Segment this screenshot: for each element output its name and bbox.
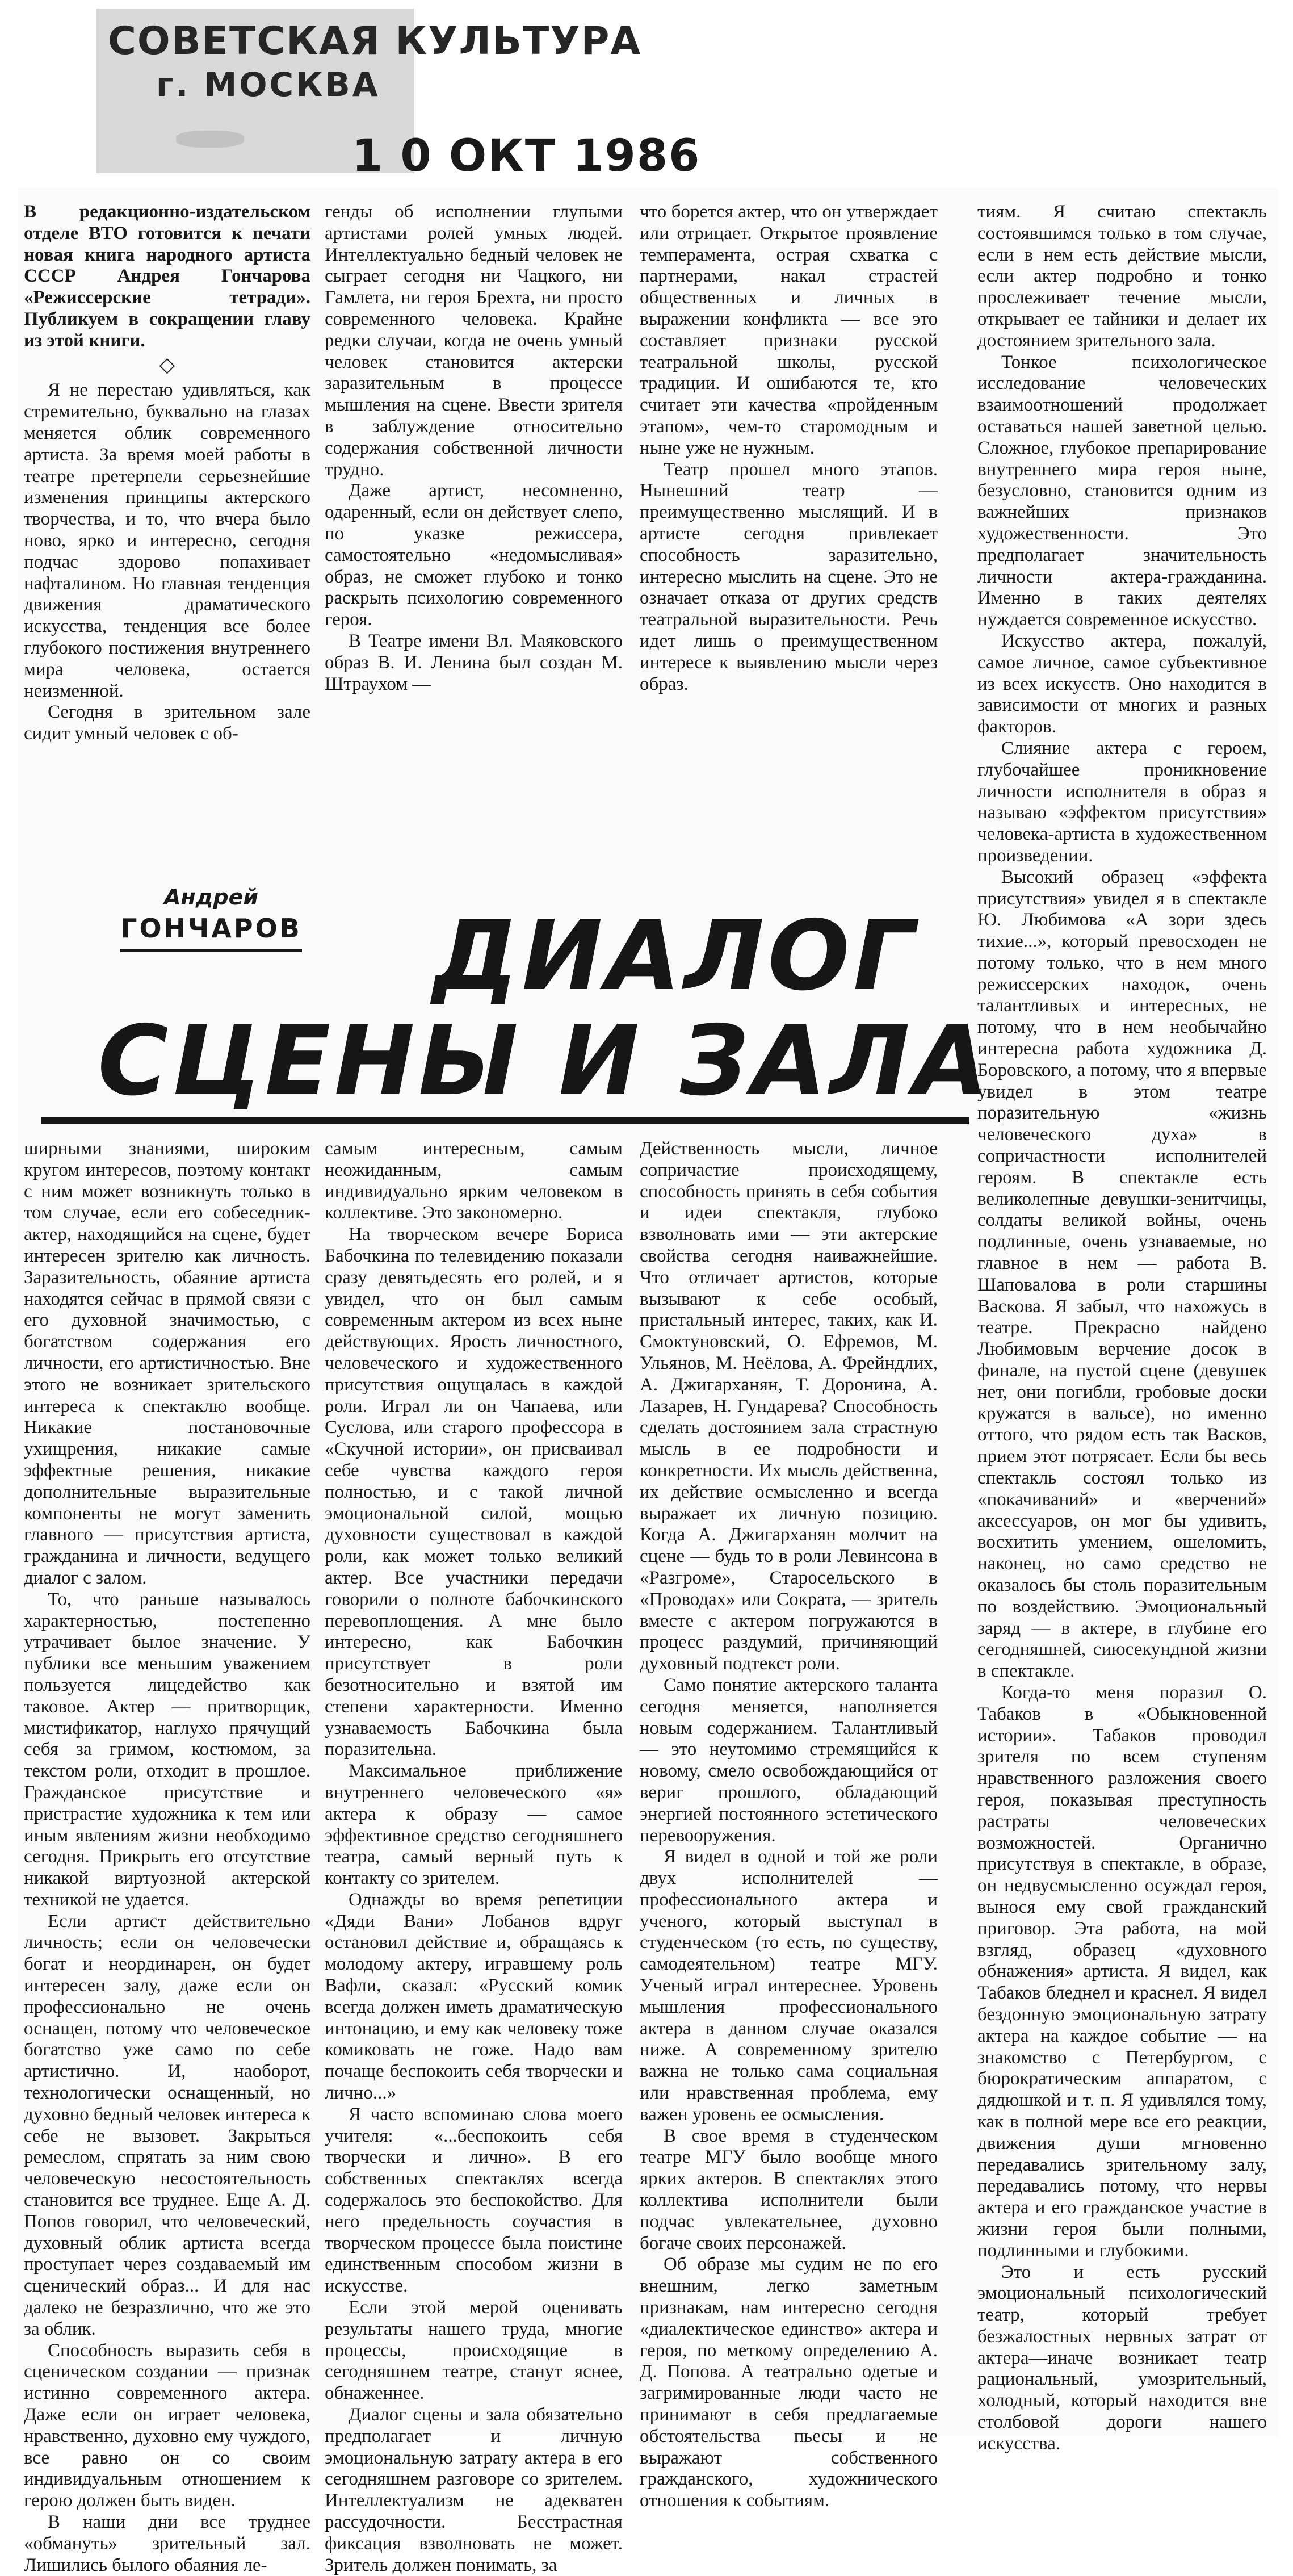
ornament: ◇ (159, 353, 175, 376)
paragraph: На творческом вечере Бориса Бабочкина по телевидению показали сразу девятьдесять его ролей, и я увидел, что он был самым современным актером из всех ныне действующих. Ярость личностного, человеческого и художественного присутствия ощущалась в каждой роли. Играл ли он Чапаева, или Суслова, или старого профессора в «Скучной истории», он присваивал себе чувства каждого героя полностью, и с такой личной эмоциональной силой, мощью духовности существовал в каждой роли, как может только великий актер. Все участники передачи говорили о полноте бабочкинского перевоплощения. А мне было интересно, как Бабочкин присутствует в роли безотносительно и взятой им степени характерности. Именно узнаваемость Бабочкина была поразительна. (325, 1224, 623, 1760)
paragraph: То, что раньше называлось характерностью, постепенно утрачивает былое значение. У публики все меньшим уважением пользуется лицедейство как таковое. Актер — притворщик, мистификатор, наглухо прячущий себя за гримом, костюмом, за текстом роли, отходит в прошлое. Гражданское присутствие и пристрастие художника к тем или иным явлениям жизни необходимо сегодня. Прикрыть его отсутствие никакой виртуозной актерской техникой не удается. (24, 1589, 310, 1910)
column-top-2 (325, 202, 623, 730)
paragraph: самым интересным, самым неожиданным, самым индивидуально ярким человеком в коллективе. Это закономерно. (325, 1138, 623, 1224)
paragraph: генды об исполнении глупыми артистами ролей умных людей. Интеллектуально бедный человек не сыграет сегодня ни Чацкого, ни Гамлета, ни героя Брехта, ни просто современного человека. Крайне редки случаи, когда не очень умный человек становится актерски заразительным в процессе мышления на сцене. Ввести зрителя в заблуждение относительно содержания собственной личности трудно. (325, 202, 623, 480)
paragraph: Сегодня в зрительном зале сидит умный человек с об- (24, 702, 310, 744)
headline-rule (41, 1117, 969, 1124)
headline-line-2: СЦЕНЫ И ЗАЛА (98, 1005, 992, 1117)
paragraph: Искусство актера, пожалуй, самое личное, самое субъективное из всех искусств. Оно находится в зависимости от многих и разных факторов. (977, 630, 1267, 738)
stamp-date: 1 0 ОКТ 1986 (352, 131, 701, 182)
author-last-name: ГОНЧАРОВ (120, 913, 302, 944)
paragraph: Тонкое психологическое исследование человеческих взаимоотношений продолжает оставаться нашей заветной целью. Сложное, глубокое препарирование внутреннего мира героя ныне, безусловно, становится одним из важнейших признаков художественности. Это предполагает значительность личности актера-гражданина. Именно в таких деятелях нуждается современное искусство. (977, 351, 1267, 630)
column-right (977, 202, 1267, 2454)
paragraph: Когда-то меня поразил О. Табаков в «Обыкновенной истории». Табаков проводил зрителя по всем ступеням нравственного разложения своего героя, показывая преступность растраты человеческих возможностей. Органично присутствуя в спектакле, в образе, он недвусмысленно осуждал героя, вынося ему свой гражданский приговор. Эта работа, на мой взгляд, образец «духовного обнажения» артиста. Я видел, как Табаков бледнел и краснел. Я видел бездонную эмоциональную затрату актера на каждое событие — на знакомство с Петербургом, с бюрократическим аппаратом, с дядюшкой и т. п. Я удивлялся тому, как в полной мере все его реакции, движения души мгновенно передавались зрительному залу, передавались потому, что нервы актера и его гражданское участие в жизни героя были полными, подлинными и глубокими. (977, 1682, 1267, 2261)
column-bottom-1 (24, 1138, 310, 2575)
paragraph: Если артист действительно личность; если он человечески богат и неординарен, он будет интересен залу, даже если он профессионально не очень оснащен, потому что человеческое богатство уже само по себе артистично. И, наоборот, технологически оснащенный, но духовно бедный человек интереса к себе не вызовет. Закрыться ремеслом, спрятать за ним свою человеческую несостоятельность становится все труднее. Еще А. Д. Попов говорил, что человеческий, духовный облик артиста всегда проступает через создаваемый им сценический образ... И для нас далеко не безразлично, что же это за облик. (24, 1911, 310, 2339)
paragraph: Однажды во время репетиции «Дяди Вани» Лобанов вдруг остановил действие и, обращаясь к молодому актеру, игравшему роль Вафли, сказал: «Русский комик всегда должен иметь драматическую интонацию, и ему как человеку тоже комиковать не гоже. Надо вам почаще беспокоить себя творчески и лично...» (325, 1889, 623, 2104)
paragraph: Слияние актера с героем, глубочайшее проникновение личности исполнителя в образ я называю «эффектом присутствия» человека-артиста в художественном произведении. (977, 738, 1267, 866)
column-top-1 (24, 202, 310, 744)
paragraph: ширными знаниями, широким кругом интересов, поэтому контакт с ним может возникнуть только в том случае, если его собеседник-актер, находящийся на сцене, будет интересен зрителю как личность. Заразительность, обаяние артиста находятся сейчас в прямой связи с его духовной значимостью, с богатством содержания его личности, его артистичностью. Вне этого не возникает зрительского интереса к спектаклю вообще. Никакие постановочные ухищрения, никакие самые эффектные решения, никакие дополнительные выразительные компоненты не могут заменить главного — присутствия артиста, гражданина и личности, ведущего диалог с залом. (24, 1138, 310, 1588)
paragraph: Я не перестаю удивляться, как стремительно, буквально на глазах меняется облик современного артиста. За время моей работы в театре претерпели серьезнейшие изменения принципы актерского творчества, и то, что вчера было ново, ярко и интересно, сегодня подчас здорово попахивает нафталином. Но главная тенденция движения драматического искусства, тенденция все более глубокого постижения внутреннего мира человека, остается неизменной. (24, 380, 310, 701)
paragraph: Высокий образец «эффекта присутствия» увидел я в спектакле Ю. Любимова «А зори здесь тихие...», который превосходен не потому только, что в нем много режиссерских находок, очень талантливых и интересных, не потому, что в нем необычайно интересна работа художника Д. Боровского, а потому, что я впервые увидел в этом театре поразительную «жизнь человеческого духа» в сопричастности исполнителей героям. В спектакле есть великолепные девушки-зенитчицы, солдаты великой войны, очень подлинные, очень узнаваемые, но главное в нем — работа В. Шаповалова в роли старшины Васкова. Я забыл, что нахожусь в театре. Прекрасно найдено Любимовым верчение досок в финале, на пустой сцене (девушек нет, они погибли, гробовые доски кружатся в вальсе), но именно оттого, что рядом есть так Васков, прием этот потрясает. Если бы весь спектакль состоял только из «покачиваний» и «верчений» аксессуаров, он мог бы удивить, восхитить умением, ошеломить, наконец, но само средство не оказалось бы столь поразительным по воздействию. Эмоциональный заряд — в актере, в глубине его сегодняшней, сиюсекундной жизни в спектакле. (977, 866, 1267, 1682)
headline-line-1: ДИАЛОГ (433, 900, 918, 1012)
paragraph: Способность выразить себя в сценическом создании — признак истинно современного актера. Даже если он играет человека, нравственно, духовно ему чуждого, все равно он со своим индивидуальным отношением к герою должен быть виден. (24, 2340, 310, 2511)
stamp-smudge (176, 131, 244, 148)
author-underline (120, 949, 302, 952)
paragraph: Само понятие актерского таланта сегодня меняется, наполняется новым содержанием. Талантливый — это неутомимо стремящийся к новому, смело освобождающийся от вериг прошлого, обладающий энергией постоянного эстетического перевооружения. (640, 1674, 938, 1846)
stamp-newspaper-name: СОВЕТСКАЯ КУЛЬТУРА (108, 19, 642, 64)
paragraph: В Театре имени Вл. Маяковского образ В. И. Ленина был создан М. Штраухом — (325, 630, 623, 694)
newspaper-clipping (18, 187, 1278, 2575)
paragraph: Максимальное приближение внутреннего человеческого «я» актера к образу — самое эффективное средство сегодняшнего театра, самый верный путь к контакту со зрителем. (325, 1761, 623, 1889)
paragraph: что борется актер, что он утверждает или отрицает. Открытое проявление темперамента, острая схватка с партнерами, накал страстей общественных и личных в выражении конфликта — все это составляет признаки русской театральной школы, русской традиции. И ошибаются те, кто считает эти качества «пройденным этапом», чем-то старомодным и ныне уже не нужным. (640, 202, 938, 458)
paragraph: Это и есть русский эмоциональный психологический театр, который требует безжалостных нервных затрат от актера—иначе возникает театр рациональный, умозрительный, холодный, который находится вне столбовой дороги нашего искусства. (977, 2261, 1267, 2454)
column-top-3 (640, 202, 938, 730)
author-first-name: Андрей (164, 885, 258, 910)
stamp-city: г. МОСКВА (156, 65, 380, 104)
column-bottom-2 (325, 1138, 623, 2575)
paragraph: В свое время в студенческом театре МГУ было вообще много ярких актеров. В спектаклях этого коллектива исполнители были подчас увлекательнее, духовно богаче своих персонажей. (640, 2125, 938, 2254)
paragraph: Даже артист, несомненно, одаренный, если он действует слепо, по указке режиссера, самостоятельно «недомысливая» образ, не сможет глубоко и тонко раскрыть психологию современного героя. (325, 480, 623, 630)
paragraph: Действенность мысли, личное сопричастие происходящему, способность принять в себя события и идеи спектакля, глубоко взволновать ими — эти актерские свойства сегодня наиважнейшие. Что отличает артистов, которые вызывают к себе особый, пристальный интерес, таких, как И. Смоктуновский, О. Ефремов, М. Ульянов, М. Неёлова, А. Фрейндлих, А. Джигарханян, Т. Доронина, А. Лазарев, Н. Гундарева? Способность сделать достоянием зала страстную мысль в ее подробности и конкретности. Их мысль действенна, их действие осмысленно и всегда выражает их личную позицию. Когда А. Джигарханян молчит на сцене — будь то в роли Левинсона в «Разгроме», Старосельского в «Проводах» или Сократа, — зритель вместе с актером погружаются в процесс раздумий, причиняющий духовный подтекст роли. (640, 1138, 938, 1674)
paragraph: Театр прошел много этапов. Нынешний театр — преимущественно мыслящий. И в артисте сегодня привлекает способность заразительно, интересно мыслить на сцене. Это не означает отказа от других средств театральной выразительности. Речь идет лишь о преимущественном интересе к выявлению мысли через образ. (640, 459, 938, 694)
intro-paragraph: В редакционно-издательском отделе ВТО готовится к печати новая книга народного артиста СССР Андрея Гончарова «Режиссерские тетради». Публикуем в сокращении главу из этой книги. (24, 202, 310, 351)
paragraph: Я часто вспоминаю слова моего учителя: «...беспокоить себя творчески и лично». В его собственных спектаклях всегда содержалось это беспокойство. Для него предельность соучастия в творческом процессе была поистине единственным способом жизни в искусстве. (325, 2104, 623, 2297)
paragraph: тиям. Я считаю спектакль состоявшимся только в том случае, если в нем есть действие мысли, если актер подробно и тонко прослеживает течение мысли, открывает ее тайники и делает их достоянием зрительного зала. (977, 202, 1267, 351)
paragraph: Диалог сцены и зала обязательно предполагает и личную эмоциональную затрату актера в его сегодняшнем разговоре со зрителем. Интеллектуализм не адекватен рассудочности. Бесстрастная фиксация взволновать не может. Зритель должен понимать, за (325, 2405, 623, 2575)
paragraph: Об образе мы судим не по его внешним, легко заметным признакам, нам интересно сегодня «диалектическое единство» актера и героя, по меткому определению А. Д. Попова. А театрально одетые и загримированные люди часто не принимают в себя предлагаемые обстоятельства пьесы и не выражают собственного гражданского, художнического отношения к событиям. (640, 2254, 938, 2511)
paragraph: Я видел в одной и той же роли двух исполнителей — профессионального актера и ученого, который выступал в студенческом (то есть, по существу, самодеятельном) театре МГУ. Ученый играл интереснее. Уровень мышления профессионального актера в данном случае оказался ниже. А современному зрителю важна не только сама социальная или нравственная проблема, ему важен уровень ее осмысления. (640, 1846, 938, 2125)
paragraph: Если этой мерой оценивать результаты нашего труда, многие процессы, происходящие в сегодняшнем театре, станут яснее, обнаженнее. (325, 2297, 623, 2404)
author-byline (120, 885, 302, 952)
column-bottom-3 (640, 1138, 938, 2511)
paragraph: В наши дни все труднее «обмануть» зрительный зал. Лишились былого обаяния ле- (24, 2512, 310, 2575)
